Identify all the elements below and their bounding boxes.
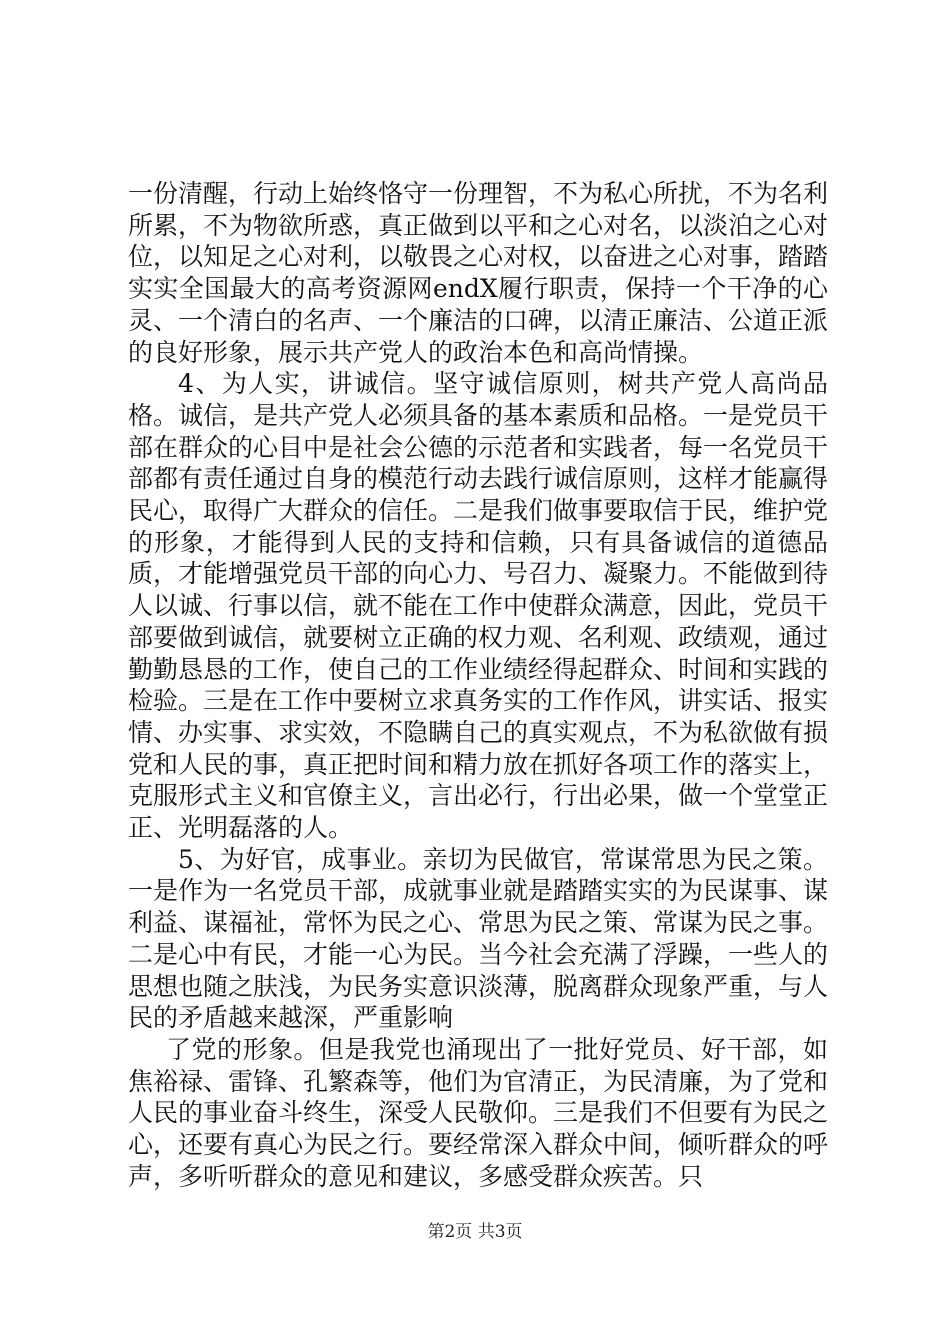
paragraph-continuation: 一份清醒，行动上始终恪守一份理智，不为私心所扰，不为名利所累，不为物欲所惑，真正做到以平和之心对名，以淡泊之心对位，以知足之心对利，以敬畏之心对权，以奋进之心对事，踏踏实实全国最大的高考资源网endX履行职责，保持一个干净的心灵、一个清白的名声、一个廉洁的口碑，以清正廉洁、公道正派的良好形象，展示共产党人的政治本色和高尚情操。: [128, 179, 829, 367]
paragraph-good-official: 5、为好官，成事业。亲切为民做官，常谋常思为民之策。一是作为一名党员干部，成就事业就是踏踏实实的为民谋事、谋利益、谋福祉，常怀为民之心、常思为民之策、常谋为民之事。二是心中有民，才能一心为民。当今社会充满了浮躁，一些人的思想也随之肤浅，为民务实意识淡薄，脱离群众现象严重，与人民的矛盾越来越深，严重影响: [128, 844, 829, 1033]
paragraph-party-image: 了党的形象。但是我党也涌现出了一批好党员、好干部，如焦裕禄、雷锋、孔繁森等，他们为官清正，为民清廉，为了党和人民的事业奋斗终生，深受人民敬仰。三是我们不但要有为民之心，还要有真心为民之行。要经常深入群众中间，倾听群众的呼声，多听听群众的意见和建议，多感受群众疾苦。只: [128, 1034, 829, 1191]
document-body: [128, 178, 828, 1193]
page-number-footer: 第2页 共3页: [427, 1222, 523, 1242]
paragraph-honesty: 4、为人实，讲诚信。坚守诚信原则，树共产党人高尚品格。诚信，是共产党人必须具备的基本素质和品格。一是党员干部在群众的心目中是社会公德的示范者和实践者，每一名党员干部都有责任通过自身的模范行动去践行诚信原则，这样才能赢得民心，取得广大群众的信任。二是我们做事要取信于民，维护党的形象，才能得到人民的支持和信赖，只有具备诚信的道德品质，才能增强党员干部的向心力、号召力、凝聚力。不能做到待人以诚、行事以信，就不能在工作中使群众满意，因此，党员干部要做到诚信，就要树立正确的权力观、名利观、政绩观，通过勤勤恳恳的工作，使自己的工作业绩经得起群众、时间和实践的检验。三是在工作中要树立求真务实的工作作风，讲实话、报实情、办实事、求实效，不隐瞒自己的真实观点，不为私欲做有损党和人民的事，真正把时间和精力放在抓好各项工作的落实上，克服形式主义和官僚主义，言出必行，行出必果，做一个堂堂正正、光明磊落的人。: [128, 369, 829, 843]
